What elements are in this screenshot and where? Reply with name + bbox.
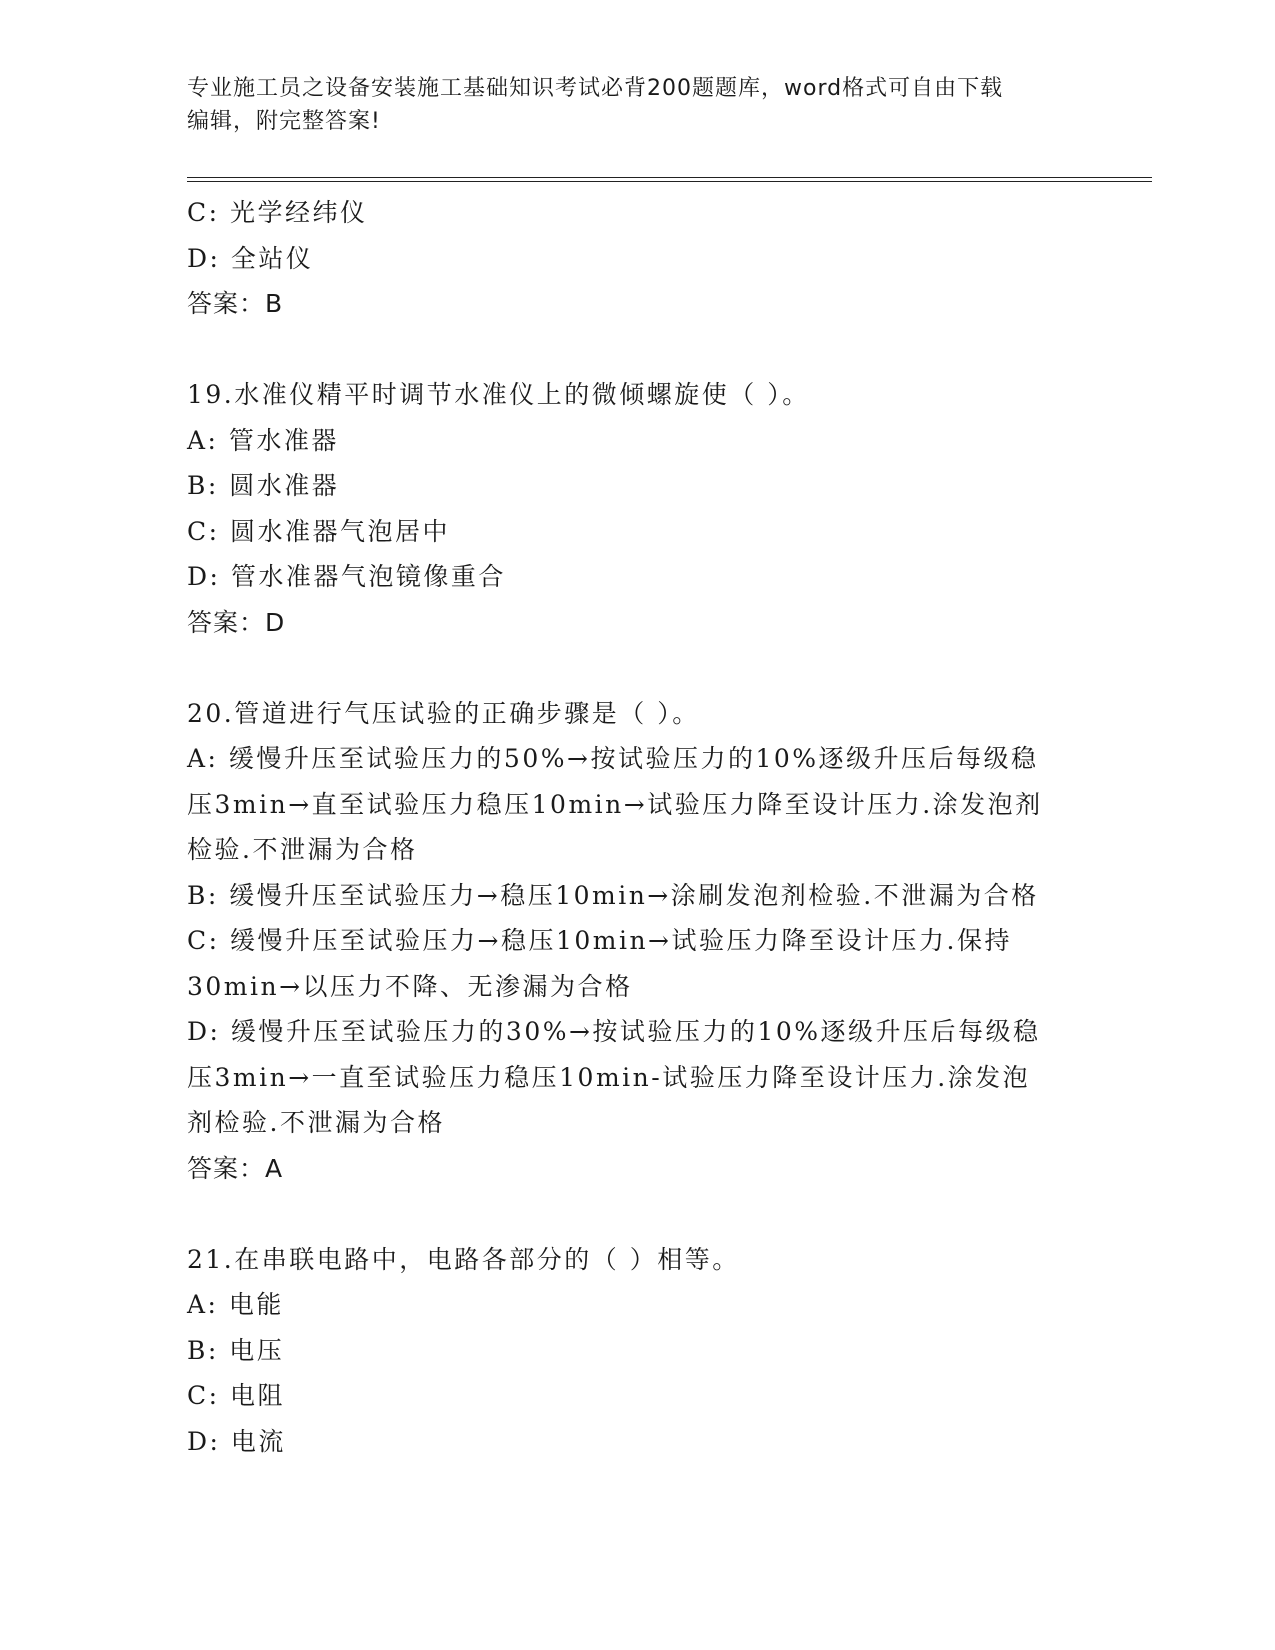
q20-option-c-line-2: 30min→以压力不降、无渗漏为合格 xyxy=(187,971,633,1001)
q18-option-c: C: 光学经纬仪 xyxy=(187,198,368,227)
q20-option-b: B: 缓慢升压至试验压力→稳压10min→涂刷发泡剂检验.不泄漏为合格 xyxy=(187,880,1039,910)
q20-stem: 20.管道进行气压试验的正确步骤是（ ）。 xyxy=(187,698,700,728)
q20-option-a-line-1: A: 缓慢升压至试验压力的50%→按试验压力的10%逐级升压后每级稳 xyxy=(187,744,1039,773)
q20-option-d-line-3: 剂检验.不泄漏为合格 xyxy=(187,1108,445,1137)
spacer xyxy=(187,327,1087,373)
document-header xyxy=(187,72,1087,138)
q19-option-a: A: 管水准器 xyxy=(187,425,339,455)
q21-option-c: C: 电阻 xyxy=(187,1381,285,1410)
q18-answer: 答案：B xyxy=(187,289,284,318)
q18-option-d: D: 全站仪 xyxy=(187,243,314,273)
q20-option-d-line-2: 压3min→一直至试验压力稳压10min-试验压力降至设计压力.涂发泡 xyxy=(187,1062,1031,1092)
header-line-2: 编辑，附完整答案! xyxy=(187,109,381,134)
q20-option-d-line-1: D: 缓慢升压至试验压力的30%→按试验压力的10%逐级升压后每级稳 xyxy=(187,1017,1041,1046)
q19-option-d: D: 管水准器气泡镜像重合 xyxy=(187,562,506,591)
q20-answer: 答案：A xyxy=(187,1153,284,1183)
spacer xyxy=(187,645,1087,691)
q21-option-b: B: 电压 xyxy=(187,1335,285,1365)
header-rule-bottom xyxy=(187,181,1152,182)
header-rule-top xyxy=(187,177,1152,178)
q21-option-a: A: 电能 xyxy=(187,1290,284,1319)
q19-stem: 19.水准仪精平时调节水准仪上的微倾螺旋使（ ）。 xyxy=(187,380,810,409)
q19-option-c: C: 圆水准器气泡居中 xyxy=(187,516,450,546)
header-line-1: 专业施工员之设备安装施工基础知识考试必背200题题库，word格式可自由下载 xyxy=(187,76,1004,101)
q20-option-c-line-1: C: 缓慢升压至试验压力→稳压10min→试验压力降至设计压力.保持 xyxy=(187,926,1012,955)
q21-stem: 21.在串联电路中，电路各部分的（ ）相等。 xyxy=(187,1244,740,1274)
q20-option-a-line-3: 检验.不泄漏为合格 xyxy=(187,835,418,864)
q20-option-a-line-2: 压3min→直至试验压力稳压10min→试验压力降至设计压力.涂发泡剂 xyxy=(187,789,1043,819)
q21-option-d: D: 电流 xyxy=(187,1426,286,1456)
q19-option-b: B: 圆水准器 xyxy=(187,471,340,500)
question-content xyxy=(187,190,1087,1464)
spacer xyxy=(187,1191,1087,1237)
q19-answer: 答案：D xyxy=(187,607,286,637)
